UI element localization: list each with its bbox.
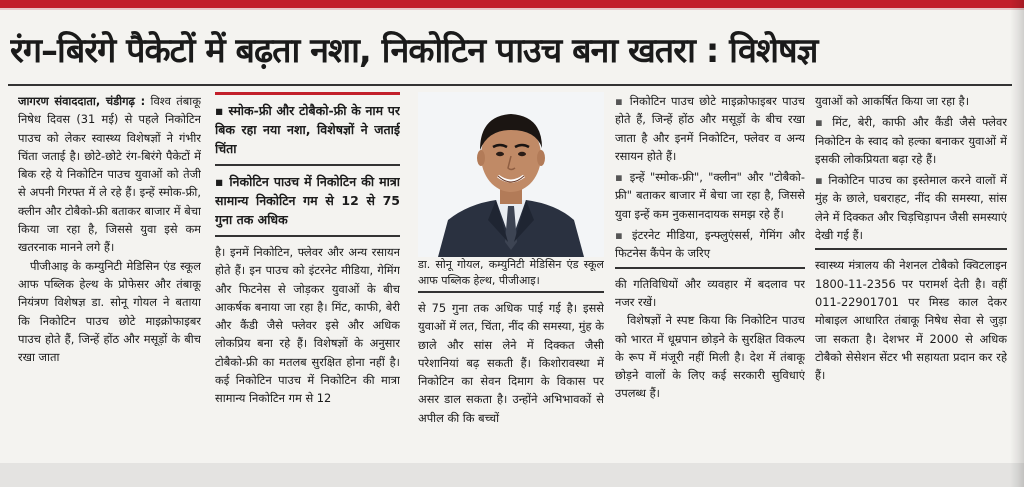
column-4-bullet-2 xyxy=(615,168,805,223)
expert-photo xyxy=(418,92,604,257)
highlight-2 xyxy=(215,172,400,229)
bullet-icon: ▪ xyxy=(215,174,225,189)
highlight-bottom-rule xyxy=(215,235,400,237)
column-5-divider xyxy=(815,248,1007,250)
column-4-para-1: की गतिविधियों और व्यवहार में बदलाव पर नजर रखें। xyxy=(615,276,805,309)
column-4-bullet-3 xyxy=(615,226,805,263)
column-4-bullet-1 xyxy=(615,92,805,165)
column-5-lead: युवाओं को आकर्षित किया जा रहा है। xyxy=(815,94,970,108)
highlight-2-text: निकोटिन पाउच में निकोटिन की मात्रा सामान्य निकोटिन गम से 12 से 75 गुना तक अधिक xyxy=(215,174,400,227)
column-5-bullet-1 xyxy=(815,113,1007,168)
highlight-divider xyxy=(215,164,400,166)
bullet-icon: ▪ xyxy=(215,103,224,118)
bullet-icon: ▪ xyxy=(615,170,625,185)
page-right-shadow xyxy=(1010,0,1024,487)
column-4-divider xyxy=(615,267,805,269)
caption-rule xyxy=(418,291,604,293)
column-1-para-1 xyxy=(18,92,201,257)
column-4-bullet-1-text: निकोटिन पाउच छोटे माइक्रोफाइबर पाउच होते हैं, जिन्हें होंठ और मसूड़ों के बीच रखा जाता है और इनमें निकोटिन, फ्लेवर व अन्य रसायन होते हैं। xyxy=(615,94,805,163)
column-3-body: से 75 गुना तक अधिक पाई गई है। इससे युवाओं में लत, चिंता, नींद की समस्या, मुंह के छाले और सांस लेने में दिक्कत जैसी परेशानियां बढ़ सकती हैं। किशोरावस्था में निकोटिन का सेवन दिमाग के विकास पर असर डाल सकता है। उन्होंने अभिभावकों से अपील की कि बच्चों xyxy=(418,301,604,425)
column-1-para-2: पीजीआइ के कम्युनिटी मेडिसिन एंड स्कूल आफ पब्लिक हेल्थ के प्रोफेसर और तंबाकू नियंत्रण विशेषज्ञ डा. सोनू गोयल ने बताया कि निकोटिन पाउच छोटे माइक्रोफाइबर पाउच होते हैं, जिन्हें होंठ और मसूड़ों के बीच रखा जाता xyxy=(18,258,201,365)
highlight-1 xyxy=(215,101,400,158)
column-3 xyxy=(418,92,604,464)
column-5-para-1: स्वास्थ्य मंत्रालय की नेशनल टोबैको क्विटलाइन 1800-11-2356 पर परामर्श देती है। वहीं 011-22901701 पर मिस्ड काल देकर मोबाइल आधारित तंबाकू निषेध सेवा से जुड़ा जा सकता है। देशभर में 2000 से अधिक टोबैको सेसेशन सेंटर भी सहायता प्रदान कर रहे हैं। xyxy=(815,258,1007,383)
column-1 xyxy=(18,92,201,464)
bullet-icon: ▪ xyxy=(615,94,625,108)
column-4-bullet-3-text: इंटरनेट मीडिया, इन्फ्लुएंसर्स, गेमिंग और फिटनेस कैंपेन के जरिए xyxy=(615,228,805,261)
top-red-bar xyxy=(0,0,1024,8)
highlight-box xyxy=(215,92,400,229)
column-5-bullet-2 xyxy=(815,171,1007,244)
column-5 xyxy=(815,92,1007,464)
bullet-icon: ▪ xyxy=(615,228,626,243)
column-1-para-1-text: विश्व तंबाकू निषेध दिवस (31 मई) से पहले निकोटिन पाउच को लेकर स्वास्थ्य विशेषज्ञों ने गंभीर चिंता जताई है। छोटे-छोटे रंग-बिरंगे पैकेटों में बिक रहे ये निकोटिन पाउच युवाओं को तेजी से अपनी गिरफ्त में ले रहे हैं। इन्हें स्मोक-फ्री, क्लीन और टोबैको-फ्री बताकर बाजार में बेचा किया जा रहा है, जिससे युवा इसे कम खतरनाक मानने लगे हैं। xyxy=(18,94,201,255)
photo-caption: डा. सोनू गोयल, कम्युनिटी मेडिसिन एंड स्कूल आफ पब्लिक हेल्थ, पीजीआइ। xyxy=(418,258,604,287)
portrait-image xyxy=(418,92,604,257)
byline: जागरण संवाददाता, चंडीगढ़ : xyxy=(18,94,146,108)
bullet-icon: ▪ xyxy=(815,115,826,130)
highlight-1-text: स्मोक-फ्री और टोबैको-फ्री के नाम पर बिक रहा नया नशा, विशेषज्ञों ने जताई चिंता xyxy=(215,103,400,156)
page-bottom-edge xyxy=(0,463,1024,487)
column-2-body: है। इनमें निकोटिन, फ्लेवर और अन्य रसायन होते हैं। इन पाउच को इंटरनेट मीडिया, गेमिंग और फिटनेस से जोड़कर युवाओं के बीच आकर्षक बनाया जा रहा है। मिंट, काफी, बेरी और कैंडी जैसे फ्लेवर इसे और अधिक लोकप्रिय बना रहे हैं। विशेषज्ञों के अनुसार टोबैको-फ्री का मतलब सुरक्षित होना नहीं है। कई निकोटिन पाउच में निकोटिन की मात्रा सामान्य निकोटिन गम से 12 xyxy=(215,245,400,406)
headline-rule xyxy=(8,84,1012,86)
column-5-bullet-2-text: निकोटिन पाउच का इस्तेमाल करने वालों में मुंह के छाले, घबराहट, नींद की समस्या, सांस लेने में दिक्कत और चिड़चिड़ापन जैसी समस्याएं देखी गई हैं। xyxy=(815,173,1007,243)
column-4-para-2: विशेषज्ञों ने स्पष्ट किया कि निकोटिन पाउच को भारत में धूम्रपान छोड़ने के सुरक्षित विकल्प के रूप में मंजूरी नहीं मिली है। देश में तंबाकू छोड़ने वालों के लिए कई सरकारी सुविधाएं उपलब्ध हैं। xyxy=(615,313,805,401)
column-2 xyxy=(215,92,400,464)
headline: रंग–बिरंगे पैकेटों में बढ़ता नशा, निकोटिन पाउच बना खतरा : विशेषज्ञ xyxy=(10,31,818,71)
column-5-bullet-1-text: मिंट, बेरी, काफी और कैंडी जैसे फ्लेवर निकोटिन के स्वाद को हल्का बनाकर युवाओं में इसकी लोकप्रियता बढ़ा रहे हैं। xyxy=(815,115,1007,166)
bullet-icon: ▪ xyxy=(815,173,824,188)
top-divider xyxy=(0,8,1024,10)
column-4 xyxy=(615,92,805,464)
column-4-bullet-2-text: इन्हें "स्मोक-फ्री", "क्लीन" और "टोबैको-फ्री" बताकर बाजार में बेचा जा रहा है, जिससे युवा इन्हें कम नुकसानदायक समझ रहे हैं। xyxy=(615,170,805,221)
